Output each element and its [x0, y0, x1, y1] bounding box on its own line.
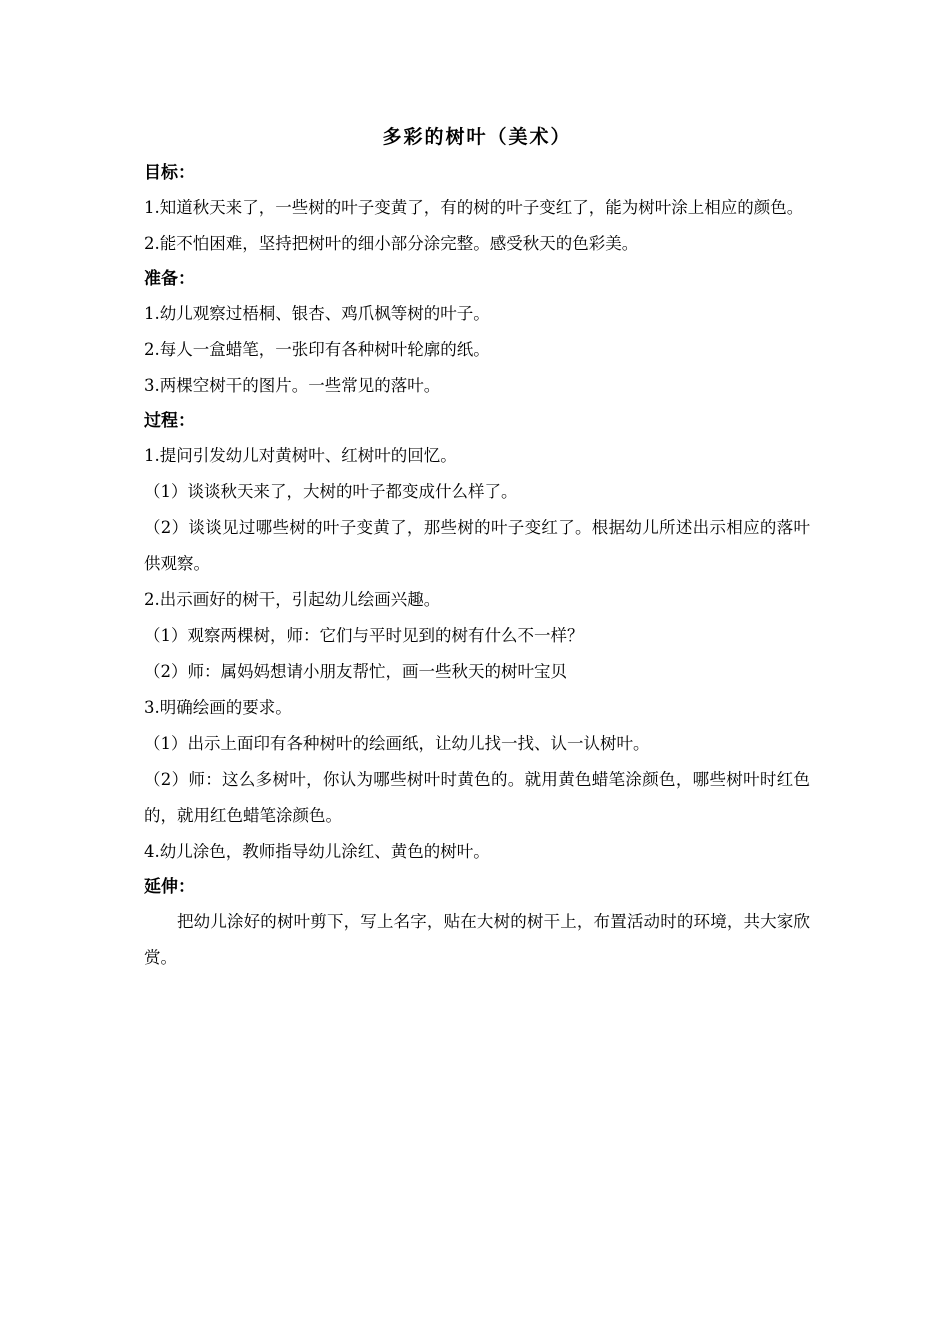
process-substep-1-1: （1）谈谈秋天来了，大树的叶子都变成什么样了。 — [144, 482, 518, 501]
section-heading-preparation: 准备： — [144, 269, 195, 289]
section-preparation — [144, 262, 810, 404]
process-step-3: 3.明确绘画的要求。 — [144, 698, 292, 717]
process-substep-2-1: （1）观察两棵树，师：它们与平时见到的树有什么不一样？ — [144, 626, 584, 645]
preparation-item-3: 3.两棵空树干的图片。一些常见的落叶。 — [144, 376, 441, 395]
goal-item-1: 1.知道秋天来了，一些树的叶子变黄了，有的树的叶子变红了，能为树叶涂上相应的颜色。 — [144, 198, 804, 217]
process-step-4: 4.幼儿涂色，教师指导幼儿涂红、黄色的树叶。 — [144, 842, 490, 861]
preparation-item-2: 2.每人一盒蜡笔，一张印有各种树叶轮廓的纸。 — [144, 340, 490, 359]
process-substep-1-2: （2）谈谈见过哪些树的叶子变黄了，那些树的叶子变红了。根据幼儿所述出示相应的落叶供观察。 — [144, 518, 810, 573]
section-heading-extension: 延伸： — [144, 877, 195, 897]
process-substep-3-2: （2）师：这么多树叶，你认为哪些树叶时黄色的。就用黄色蜡笔涂颜色，哪些树叶时红色的，就用红色蜡笔涂颜色。 — [144, 770, 810, 825]
preparation-item-1: 1.幼儿观察过梧桐、银杏、鸡爪枫等树的叶子。 — [144, 304, 490, 323]
document-page — [144, 118, 810, 976]
process-substep-3-1: （1）出示上面印有各种树叶的绘画纸，让幼儿找一找、认一认树叶。 — [144, 734, 650, 753]
process-substep-2-2: （2）师：属妈妈想请小朋友帮忙，画一些秋天的树叶宝贝 — [144, 662, 567, 681]
section-heading-process: 过程： — [144, 411, 195, 431]
process-step-2: 2.出示画好的树干，引起幼儿绘画兴趣。 — [144, 590, 441, 609]
document-title: 多彩的树叶（美术） — [382, 126, 572, 148]
section-extension — [144, 870, 810, 976]
process-step-1: 1.提问引发幼儿对黄树叶、红树叶的回忆。 — [144, 446, 457, 465]
goal-item-2: 2.能不怕困难，坚持把树叶的细小部分涂完整。感受秋天的色彩美。 — [144, 234, 639, 253]
extension-paragraph: 把幼儿涂好的树叶剪下，写上名字，贴在大树的树干上，布置活动时的环境，共大家欣赏。 — [144, 912, 810, 967]
section-heading-goals: 目标： — [144, 163, 195, 183]
section-goals — [144, 156, 810, 262]
section-process — [144, 404, 810, 870]
